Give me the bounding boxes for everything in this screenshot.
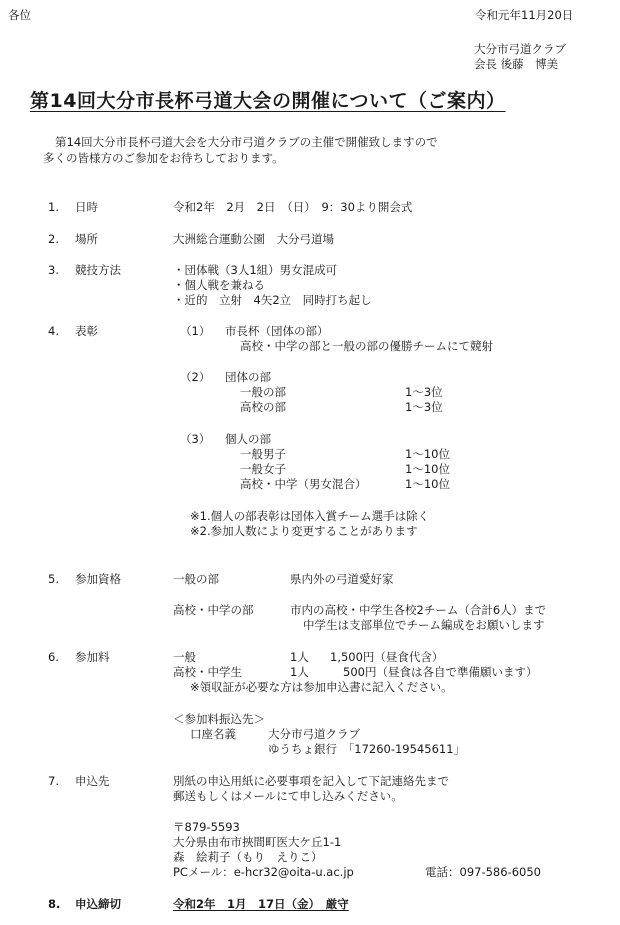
account-name: 大分市弓道クラブ (268, 727, 360, 741)
fee-amount: 1,500円（昼食代含） (330, 650, 444, 664)
eligibility-school-value: 市内の高校・中学生各校2チーム（合計6人）まで (290, 603, 547, 617)
eligibility-school-label: 高校・中学の部 (173, 603, 254, 617)
item-label-eligibility: 参加資格 (75, 572, 121, 586)
award-row-rank: 1～3位 (405, 385, 443, 399)
award-row-rank: 1～10位 (405, 462, 450, 476)
item-number: 8. (48, 897, 61, 911)
event-date-value: 令和2年 2月 2日 （日） 9：30より開会式 (173, 200, 413, 214)
item-label-method: 競技方法 (75, 263, 121, 277)
contact-phone: 電話：097-586-6050 (425, 865, 541, 879)
award-group-number: （1） (180, 324, 211, 338)
award-row-name: 高校の部 (240, 400, 286, 414)
address: 大分県由布市挾間町医大ケ丘1-1 (173, 835, 342, 849)
award-note: ※1.個人の部表彰は団体入賞チーム選手は除く (190, 509, 430, 523)
item-label-venue: 場所 (75, 232, 98, 246)
fee-who: 高校・中学生 (173, 665, 242, 679)
item-number: 4. (48, 324, 59, 338)
transfer-heading: ＜参加料振込先＞ (173, 712, 265, 726)
page-title: 第14回大分市長杯弓道大会の開催について（ご案内） (30, 90, 506, 112)
item-label-deadline: 申込締切 (75, 897, 121, 911)
item-number: 1. (48, 200, 59, 214)
postal-code: 〒879-5593 (173, 820, 240, 834)
deadline-value: 令和2年 1月 17日（金） 厳守 (173, 897, 349, 911)
award-row-name: 一般の部 (240, 385, 286, 399)
eligibility-school-value-2: 中学生は支部単位でチーム編成をお願いします (303, 618, 545, 632)
item-label-date: 日時 (75, 200, 98, 214)
document-date: 令和元年11月20日 (475, 8, 574, 22)
item-label-awards: 表彰 (75, 324, 98, 338)
bank-account: ゆうちょ銀行 「17260-19545611」 (268, 742, 466, 756)
account-label: 口座名義 (190, 727, 236, 741)
venue-value: 大洲総合運動公園 大分弓道場 (173, 232, 334, 246)
award-row-name: 一般男子 (240, 447, 286, 461)
award-group-title: 団体の部 (225, 370, 271, 384)
fee-amount: 500円（昼食は各自で準備願います） (343, 665, 538, 679)
item-number: 7. (48, 774, 59, 788)
award-row-rank: 1～3位 (405, 400, 443, 414)
eligibility-general-value: 県内外の弓道愛好家 (290, 572, 394, 586)
award-row-rank: 1～10位 (405, 477, 450, 491)
award-group-title: 市長杯（団体の部） (225, 324, 329, 338)
item-number: 2. (48, 232, 59, 246)
item-number: 5. (48, 572, 59, 586)
organization-name: 大分市弓道クラブ (474, 42, 566, 56)
item-label-apply: 申込先 (75, 774, 110, 788)
item-label-fee: 参加料 (75, 650, 110, 664)
award-note: ※2.参加人数により変更することがあります (190, 524, 418, 538)
item-number: 6. (48, 650, 59, 664)
receipt-note: ※領収証が必要な方は参加申込書に記入ください。 (190, 680, 453, 694)
fee-count: 1人 (290, 665, 309, 679)
method-line: ・近的 立射 4矢2立 同時打ち起し (173, 293, 372, 307)
fee-count: 1人 (290, 650, 309, 664)
method-line: ・団体戦（3人1組）男女混成可 (173, 263, 338, 277)
contact-email: PCメール：e-hcr32@oita-u.ac.jp (173, 865, 354, 879)
award-group-title: 個人の部 (225, 432, 271, 446)
award-row-name: 一般女子 (240, 462, 286, 476)
eligibility-general-label: 一般の部 (173, 572, 219, 586)
apply-line: 別紙の申込用紙に必要事項を記入して下記連絡先まで (173, 774, 449, 788)
award-row-rank: 1～10位 (405, 447, 450, 461)
intro-line-1: 第14回大分市長杯弓道大会を大分市弓道クラブの主催で開催致しますので (55, 135, 438, 149)
award-group-number: （2） (180, 370, 211, 384)
award-group-desc: 高校・中学の部と一般の部の優勝チームにて競射 (240, 339, 493, 353)
award-row-name: 高校・中学（男女混合） (240, 477, 367, 491)
fee-who: 一般 (173, 650, 196, 664)
intro-line-2: 多くの皆様方のご参加をお待ちしております。 (43, 151, 284, 165)
item-number: 3. (48, 263, 59, 277)
apply-line: 郵送もしくはメールにて申し込みください。 (173, 789, 403, 803)
president-name: 会長 後藤 博美 (474, 57, 559, 71)
addressee: 各位 (8, 8, 31, 22)
award-group-number: （3） (180, 432, 211, 446)
method-line: ・個人戦を兼ねる (173, 278, 265, 292)
contact-person: 森 絵莉子（もり えりこ） (173, 850, 323, 864)
